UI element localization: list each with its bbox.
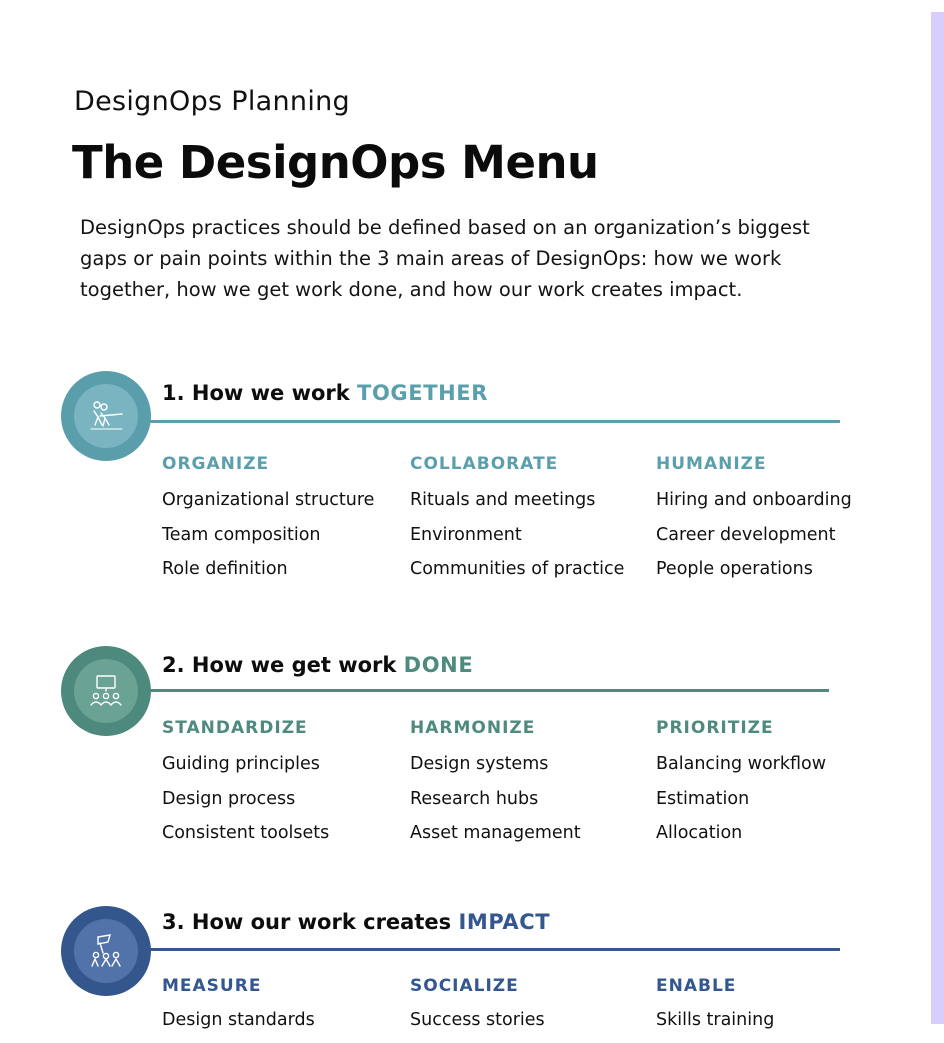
group-with-flag-icon xyxy=(86,931,126,971)
list-item: Communities of practice xyxy=(410,559,625,579)
list-item: Career development xyxy=(656,524,836,545)
column-title: ENABLE xyxy=(656,976,737,996)
heading-accent: DONE xyxy=(403,653,474,677)
heading-prefix: 3. How our work creates xyxy=(162,910,459,934)
column-title: ORGANIZE xyxy=(162,454,270,474)
team-presentation-icon xyxy=(86,671,126,711)
column-title: SOCIALIZE xyxy=(410,976,519,996)
section-done xyxy=(0,645,944,885)
list-item: Design process xyxy=(162,788,296,809)
column-title: MEASURE xyxy=(162,976,262,996)
list-item: Research hubs xyxy=(410,788,539,809)
list-item: Balancing workflow xyxy=(656,754,827,774)
list-item: Consistent toolsets xyxy=(162,823,330,843)
section-badge xyxy=(61,646,151,736)
column-title: HARMONIZE xyxy=(410,718,536,738)
section-heading xyxy=(162,653,473,677)
page-overline: DesignOps Planning xyxy=(74,86,350,117)
column-standardize xyxy=(162,718,407,856)
column-measure xyxy=(162,976,407,1043)
list-item: Design standards xyxy=(162,1010,315,1030)
column-title: PRIORITIZE xyxy=(656,718,774,738)
section-together xyxy=(0,371,944,611)
heading-accent: TOGETHER xyxy=(357,381,489,405)
list-item: Allocation xyxy=(656,823,743,843)
list-item: Organizational structure xyxy=(162,490,375,510)
heading-prefix: 2. How we get work xyxy=(162,653,404,677)
section-badge xyxy=(61,906,151,996)
heading-prefix: 1. How we work xyxy=(162,381,358,405)
column-organize xyxy=(162,454,407,592)
list-item: Rituals and meetings xyxy=(410,490,596,510)
column-title: COLLABORATE xyxy=(410,454,559,474)
section-divider xyxy=(150,420,840,423)
section-divider xyxy=(150,689,829,692)
column-enable xyxy=(656,976,901,1043)
column-collaborate xyxy=(410,454,655,592)
section-heading xyxy=(162,910,550,934)
column-socialize xyxy=(410,976,655,1043)
team-tug-of-war-icon xyxy=(86,396,126,436)
page-title: The DesignOps Menu xyxy=(72,136,599,189)
section-divider xyxy=(150,948,840,951)
section-impact xyxy=(0,905,944,1030)
column-humanize xyxy=(656,454,901,592)
heading-accent: IMPACT xyxy=(458,910,551,934)
intro-paragraph: DesignOps practices should be defined based on an organization’s biggest gaps or pain points within the 3 main areas of DesignOps: how we work together, how we get work done, and how our work creates impact. xyxy=(80,216,810,301)
column-title: HUMANIZE xyxy=(656,454,767,474)
column-harmonize xyxy=(410,718,655,856)
column-prioritize xyxy=(656,718,901,856)
list-item: Role definition xyxy=(162,559,288,579)
list-item: Environment xyxy=(410,524,522,545)
list-item: Team composition xyxy=(162,524,321,545)
list-item: Guiding principles xyxy=(162,754,320,774)
section-badge xyxy=(61,371,151,461)
list-item: Asset management xyxy=(410,823,581,843)
list-item: Skills training xyxy=(656,1010,775,1030)
list-item: Design systems xyxy=(410,754,549,774)
list-item: Hiring and onboarding xyxy=(656,490,852,510)
list-item: Estimation xyxy=(656,788,750,809)
section-heading xyxy=(162,381,488,405)
list-item: Success stories xyxy=(410,1010,545,1030)
column-title: STANDARDIZE xyxy=(162,718,308,738)
list-item: People operations xyxy=(656,559,813,579)
